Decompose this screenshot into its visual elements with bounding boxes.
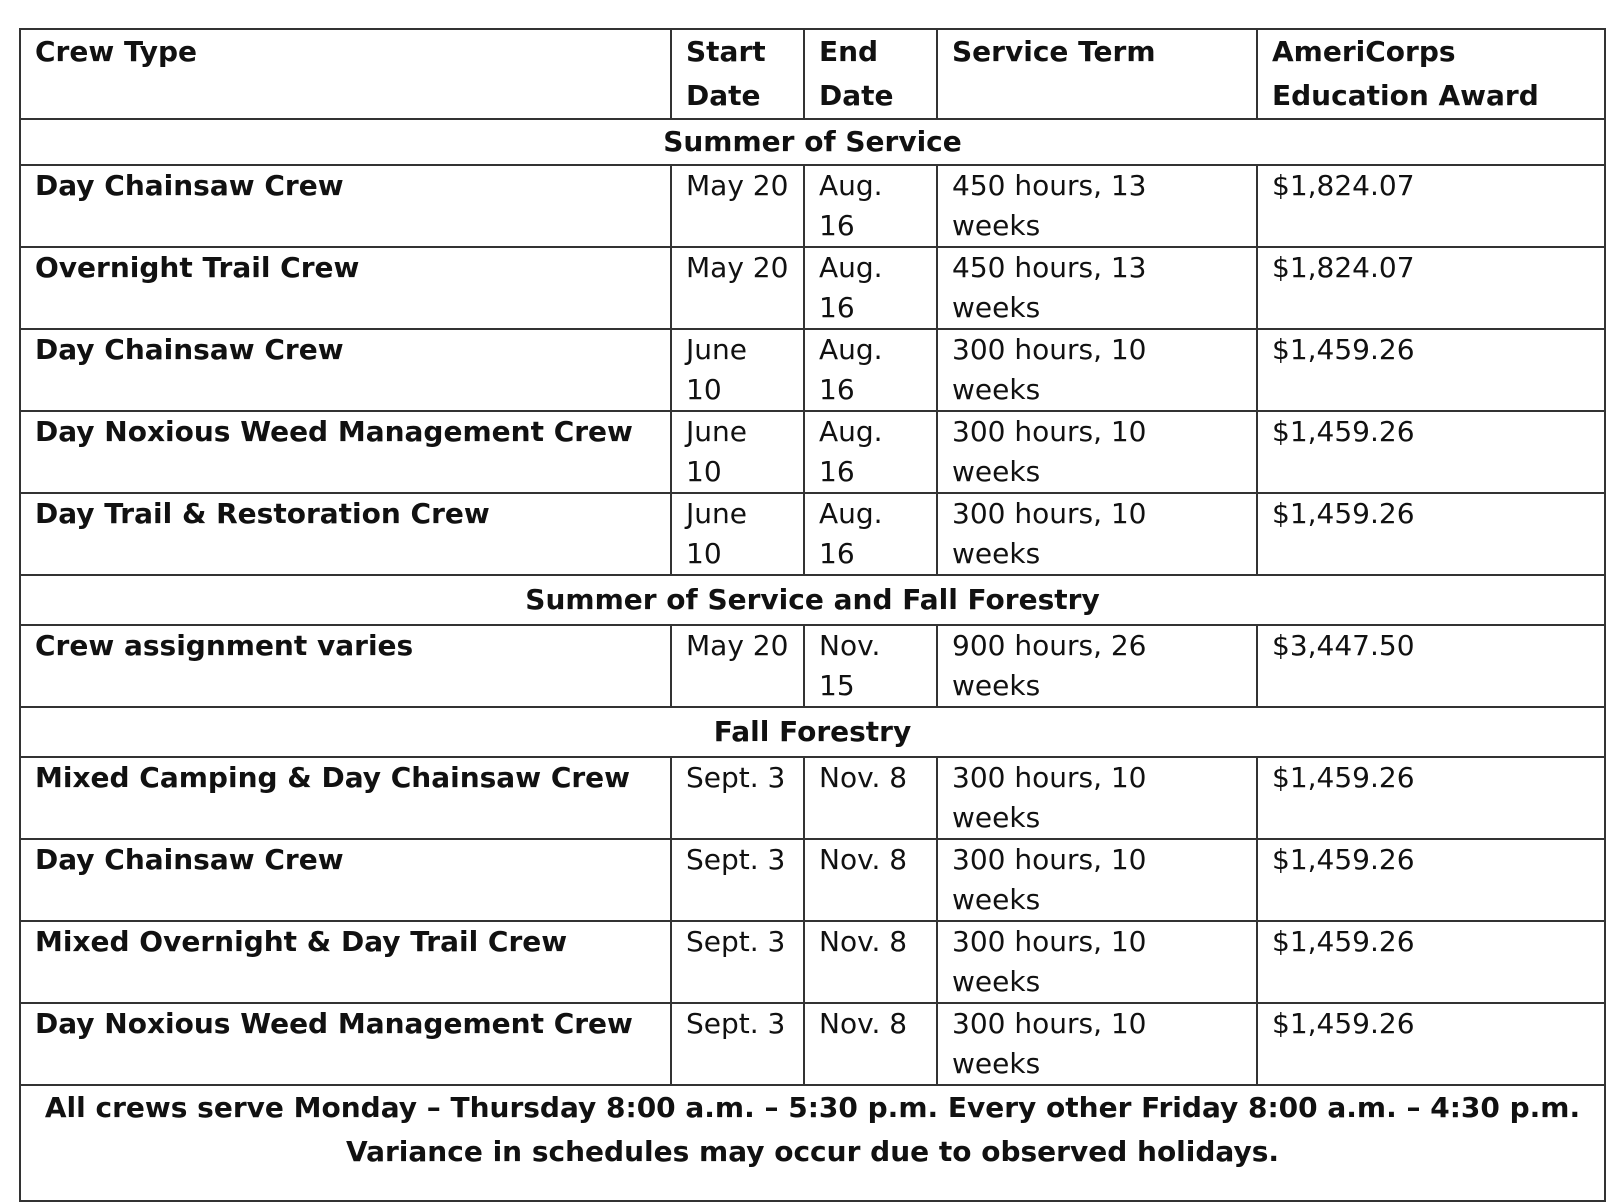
section-title: Summer of Service and Fall Forestry: [20, 575, 1605, 625]
section-title: Fall Forestry: [20, 707, 1605, 757]
crew-type-cell: Crew assignment varies: [20, 625, 671, 707]
end-date-cell: Nov. 8: [804, 921, 937, 1003]
footer-note: [20, 1085, 1605, 1201]
crew-type-cell: Day Chainsaw Crew: [20, 329, 671, 411]
end-date-cell: Aug. 16: [804, 329, 937, 411]
education-award-cell: $1,459.26: [1257, 757, 1605, 839]
start-date-cell: May 20: [671, 165, 804, 247]
table-row: [20, 1003, 1605, 1085]
education-award-cell: $3,447.50: [1257, 625, 1605, 707]
end-date-cell: Nov. 8: [804, 1003, 937, 1085]
header-crew-type: Crew Type: [20, 29, 671, 119]
education-award-cell: $1,824.07: [1257, 247, 1605, 329]
service-term-cell: 900 hours, 26 weeks: [937, 625, 1257, 707]
service-term-cell: 300 hours, 10 weeks: [937, 757, 1257, 839]
education-award-cell: $1,459.26: [1257, 921, 1605, 1003]
crew-schedule-table: [19, 28, 1606, 1202]
service-term-cell: 300 hours, 10 weeks: [937, 839, 1257, 921]
end-date-cell: Nov. 15: [804, 625, 937, 707]
crew-type-cell: Overnight Trail Crew: [20, 247, 671, 329]
header-end-date: End Date: [804, 29, 937, 119]
start-date-cell: May 20: [671, 247, 804, 329]
education-award-cell: $1,459.26: [1257, 411, 1605, 493]
education-award-cell: $1,824.07: [1257, 165, 1605, 247]
footer-row: [20, 1085, 1605, 1201]
crew-type-cell: Mixed Overnight & Day Trail Crew: [20, 921, 671, 1003]
footer-variance-line: Variance in schedules may occur due to observed holidays.: [345, 1135, 1280, 1168]
crew-type-cell: Day Trail & Restoration Crew: [20, 493, 671, 575]
table-row: [20, 247, 1605, 329]
table-row: [20, 625, 1605, 707]
footer-schedule-line: All crews serve Monday – Thursday 8:00 a.m. – 5:30 p.m. Every other Friday 8:00 a.m. – 4:30 p.m.: [44, 1091, 1581, 1124]
table-body: [20, 29, 1605, 1201]
header-start-date: Start Date: [671, 29, 804, 119]
education-award-cell: $1,459.26: [1257, 493, 1605, 575]
start-date-cell: June 10: [671, 493, 804, 575]
end-date-cell: Aug. 16: [804, 247, 937, 329]
section-header-row: [20, 119, 1605, 165]
end-date-cell: Nov. 8: [804, 757, 937, 839]
crew-type-cell: Day Noxious Weed Management Crew: [20, 411, 671, 493]
section-header-row: [20, 707, 1605, 757]
table-row: [20, 165, 1605, 247]
service-term-cell: 300 hours, 10 weeks: [937, 1003, 1257, 1085]
service-term-cell: 450 hours, 13 weeks: [937, 165, 1257, 247]
education-award-cell: $1,459.26: [1257, 329, 1605, 411]
service-term-cell: 300 hours, 10 weeks: [937, 329, 1257, 411]
crew-type-cell: Mixed Camping & Day Chainsaw Crew: [20, 757, 671, 839]
service-term-cell: 450 hours, 13 weeks: [937, 247, 1257, 329]
table-row: [20, 757, 1605, 839]
service-term-cell: 300 hours, 10 weeks: [937, 921, 1257, 1003]
start-date-cell: Sept. 3: [671, 921, 804, 1003]
start-date-cell: Sept. 3: [671, 1003, 804, 1085]
table-row: [20, 329, 1605, 411]
table-row: [20, 493, 1605, 575]
service-term-cell: 300 hours, 10 weeks: [937, 411, 1257, 493]
end-date-cell: Aug. 16: [804, 411, 937, 493]
table-row: [20, 839, 1605, 921]
start-date-cell: May 20: [671, 625, 804, 707]
education-award-cell: $1,459.26: [1257, 839, 1605, 921]
table-row: [20, 411, 1605, 493]
start-date-cell: June 10: [671, 329, 804, 411]
crew-type-cell: Day Noxious Weed Management Crew: [20, 1003, 671, 1085]
table-row: [20, 921, 1605, 1003]
end-date-cell: Nov. 8: [804, 839, 937, 921]
crew-schedule-table-wrapper: [19, 28, 1606, 1202]
header-education-award: AmeriCorps Education Award: [1257, 29, 1605, 119]
crew-type-cell: Day Chainsaw Crew: [20, 165, 671, 247]
end-date-cell: Aug. 16: [804, 493, 937, 575]
crew-type-cell: Day Chainsaw Crew: [20, 839, 671, 921]
start-date-cell: June 10: [671, 411, 804, 493]
start-date-cell: Sept. 3: [671, 839, 804, 921]
education-award-cell: $1,459.26: [1257, 1003, 1605, 1085]
header-service-term: Service Term: [937, 29, 1257, 119]
start-date-cell: Sept. 3: [671, 757, 804, 839]
section-header-row: [20, 575, 1605, 625]
section-title: Summer of Service: [20, 119, 1605, 165]
end-date-cell: Aug. 16: [804, 165, 937, 247]
service-term-cell: 300 hours, 10 weeks: [937, 493, 1257, 575]
header-row: [20, 29, 1605, 119]
